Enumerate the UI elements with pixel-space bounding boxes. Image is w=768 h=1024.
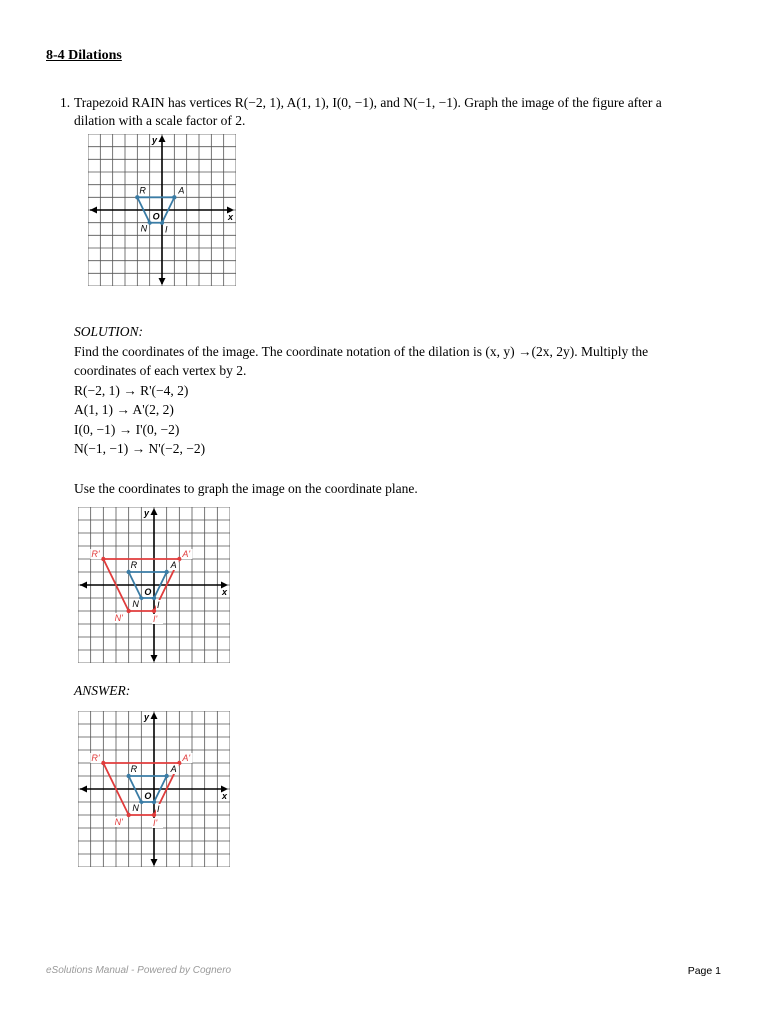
vertex-label: A xyxy=(170,764,177,774)
solution-step-a: A(1, 1) → A'(2, 2) xyxy=(74,402,174,417)
vertex-label: I xyxy=(165,224,168,235)
coordinate-plane-original xyxy=(88,134,236,286)
y-axis-arrow-down xyxy=(159,278,166,285)
x-axis-label: x xyxy=(222,791,228,801)
graph-answer xyxy=(78,711,230,867)
solution-line1: Find the coordinates of the image. The coordinate notation of the dilation is (x, y) →(2x, 2y). Multiply the xyxy=(74,343,649,359)
vertex-point xyxy=(126,813,130,817)
vertex-label: R xyxy=(139,185,146,196)
image-vertex-label: R' xyxy=(91,549,100,559)
y-axis-arrow xyxy=(159,135,166,142)
solution-line2: coordinates of each vertex by 2. xyxy=(74,363,247,378)
problem-number: 1. xyxy=(60,95,71,110)
solution-header: SOLUTION: xyxy=(74,324,144,339)
graph-solution xyxy=(78,507,230,663)
image-vertex-label: I' xyxy=(153,614,158,624)
y-axis-label: y xyxy=(144,508,150,518)
vertex-label: A xyxy=(178,185,185,196)
vertex-label: I xyxy=(157,804,160,814)
x-axis-label: x xyxy=(228,212,234,222)
vertex-point xyxy=(164,570,168,574)
vertex-label: N xyxy=(132,803,139,813)
image-vertex-label: R' xyxy=(91,753,100,763)
x-axis-arrow-left xyxy=(90,207,97,214)
graph-original xyxy=(88,134,236,286)
y-axis-label: y xyxy=(152,135,158,145)
coordinate-plane-answer xyxy=(78,711,230,867)
vertex-label: R xyxy=(130,764,138,774)
image-vertex-label: I' xyxy=(153,818,158,828)
x-axis-arrow-left xyxy=(80,786,87,793)
x-axis-label: x xyxy=(222,587,228,597)
image-vertex-label: A' xyxy=(182,549,191,559)
origin-label: O xyxy=(144,587,152,597)
image-vertex-label: A' xyxy=(182,753,191,763)
vertex-point xyxy=(126,774,130,778)
vertex-label: N xyxy=(132,599,139,609)
vertex-point xyxy=(126,570,130,574)
y-axis-arrow-down xyxy=(151,859,158,866)
coordinate-plane-solution xyxy=(78,507,230,663)
solution-block xyxy=(74,322,714,459)
solution-step-r: R(−2, 1) → R'(−4, 2) xyxy=(74,382,189,398)
y-axis-label: y xyxy=(144,712,150,722)
y-axis-arrow-down xyxy=(151,655,158,662)
section-title: 8-4 Dilations xyxy=(46,48,122,63)
y-axis-arrow xyxy=(151,712,158,719)
solution-step-n: N(−1, −1) → N'(−2, −2) xyxy=(74,441,206,456)
vertex-point xyxy=(126,609,130,613)
origin-label: O xyxy=(152,211,160,222)
problem-text-line2: dilation with a scale factor of 2. xyxy=(74,113,246,128)
vertex-point xyxy=(135,195,139,199)
vertex-point xyxy=(101,557,105,561)
answer-header: ANSWER: xyxy=(74,683,131,698)
image-vertex-label: N' xyxy=(114,613,123,623)
vertex-label: N xyxy=(140,223,148,234)
image-vertex-label: N' xyxy=(114,817,123,827)
page-number: Page 1 xyxy=(687,965,721,977)
vertex-point xyxy=(172,195,176,199)
use-coordinates-text: Use the coordinates to graph the image on the coordinate plane. xyxy=(74,481,418,496)
x-axis-arrow-left xyxy=(80,582,87,589)
vertex-label: R xyxy=(130,560,138,570)
problem-text-line1: Trapezoid RAIN has vertices R(−2, 1), A(1, 1), I(0, −1), and N(−1, −1). Graph the image of the figure after a xyxy=(74,95,662,110)
origin-label: O xyxy=(144,791,152,801)
vertex-point xyxy=(164,774,168,778)
problem-1 xyxy=(60,94,720,130)
solution-step-i: I(0, −1) → I'(0, −2) xyxy=(74,421,180,437)
vertex-point xyxy=(152,609,156,613)
vertex-point xyxy=(101,761,105,765)
y-axis-arrow xyxy=(151,508,158,515)
vertex-label: A xyxy=(170,560,177,570)
vertex-label: I xyxy=(157,600,160,610)
footer-credit: eSolutions Manual - Powered by Cognero xyxy=(46,965,232,976)
vertex-point xyxy=(152,813,156,817)
